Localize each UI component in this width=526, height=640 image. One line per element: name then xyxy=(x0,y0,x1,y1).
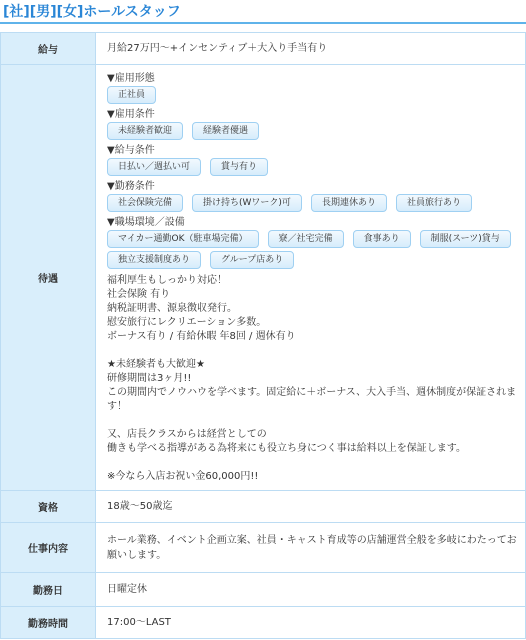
treatment-value xyxy=(96,65,526,491)
treatment-row xyxy=(1,65,526,491)
qualification-value: 18歳〜50歳迄 xyxy=(96,491,526,523)
treatment-group xyxy=(107,181,517,212)
condition-tag: 食事あり xyxy=(353,230,411,248)
description-line: この期間内でノウハウを学べます。固定給に＋ボーナス、大入手当、週休制度が保証されます！ xyxy=(107,387,517,412)
condition-tag: 正社員 xyxy=(107,86,156,104)
job-value: ホール業務、イベント企画立案、社員・キャスト育成等の店舗運営全般を多岐にわたってお願いします。 xyxy=(96,523,526,573)
treatment-group-label: ▼雇用形態 xyxy=(107,73,155,84)
salary-row xyxy=(1,33,526,65)
description-line: ★未経験者も大歓迎★ xyxy=(107,359,205,370)
tag-list xyxy=(107,122,517,140)
condition-tag: マイカー通勤OK（駐車場完備） xyxy=(107,230,259,248)
tag-list xyxy=(107,194,517,212)
treatment-group xyxy=(107,145,517,176)
tag-list xyxy=(107,158,517,176)
description-line: 納税証明書、源泉徴収発行。 xyxy=(107,303,237,314)
salary-value: 月給27万円〜+インセンティブ＋大入り手当有り xyxy=(96,33,526,65)
treatment-group xyxy=(107,73,517,104)
condition-tag: 社員旅行あり xyxy=(396,194,472,212)
hours-value: 17:00〜LAST xyxy=(96,607,526,639)
treatment-group-label: ▼職場環境／設備 xyxy=(107,217,185,228)
qualification-row xyxy=(1,491,526,523)
condition-tag: 未経験者歓迎 xyxy=(107,122,183,140)
description-line: 社会保険 有り xyxy=(107,289,171,300)
condition-tag: 寮／社宅完備 xyxy=(268,230,344,248)
treatment-group-label: ▼勤務条件 xyxy=(107,181,155,192)
treatment-description xyxy=(107,274,517,484)
condition-tag: 日払い／週払い可 xyxy=(107,158,201,176)
description-line: 慰安旅行にレクリエーション多数。 xyxy=(107,317,267,328)
condition-tag: グループ店あり xyxy=(210,251,294,269)
tag-list xyxy=(107,230,517,269)
description-line: 研修期間は3ヶ月!! xyxy=(107,373,192,384)
treatment-group-label: ▼雇用条件 xyxy=(107,109,155,120)
treatment-group-label: ▼給与条件 xyxy=(107,145,155,156)
job-details-table xyxy=(0,32,526,639)
workdays-label: 勤務日 xyxy=(1,573,96,607)
tag-list xyxy=(107,86,517,104)
description-line: ボーナス有り / 有給休暇 年8回 / 週休有り xyxy=(107,331,296,342)
condition-tag: 掛け持ち(Wワーク)可 xyxy=(192,194,302,212)
treatment-groups xyxy=(107,73,517,269)
qualification-label: 資格 xyxy=(1,491,96,523)
condition-tag: 長期連休あり xyxy=(311,194,387,212)
blank-line xyxy=(107,344,517,358)
hours-label: 勤務時間 xyxy=(1,607,96,639)
workdays-value: 日曜定休 xyxy=(96,573,526,607)
condition-tag: 経験者優遇 xyxy=(192,122,259,140)
hours-row xyxy=(1,607,526,639)
page-title: [社][男][女]ホールスタッフ xyxy=(0,0,526,24)
treatment-group xyxy=(107,109,517,140)
workdays-row xyxy=(1,573,526,607)
treatment-group xyxy=(107,217,517,269)
condition-tag: 制服(スーツ)貸与 xyxy=(420,230,511,248)
job-row xyxy=(1,523,526,573)
description-line: 又、店長クラスからは経営としての xyxy=(107,429,267,440)
blank-line xyxy=(107,414,517,428)
description-line: 福利厚生もしっかり対応！ xyxy=(107,275,227,286)
salary-label: 給与 xyxy=(1,33,96,65)
description-line: ※今なら入店お祝い金60,000円!! xyxy=(107,471,259,482)
condition-tag: 賞与有り xyxy=(210,158,268,176)
condition-tag: 社会保険完備 xyxy=(107,194,183,212)
job-label: 仕事内容 xyxy=(1,523,96,573)
description-line: 働きも学べる指導がある為将来にも役立ち身につく事は給料以上を保証します。 xyxy=(107,443,466,454)
blank-line xyxy=(107,456,517,470)
treatment-label: 待遇 xyxy=(1,65,96,491)
condition-tag: 独立支援制度あり xyxy=(107,251,201,269)
